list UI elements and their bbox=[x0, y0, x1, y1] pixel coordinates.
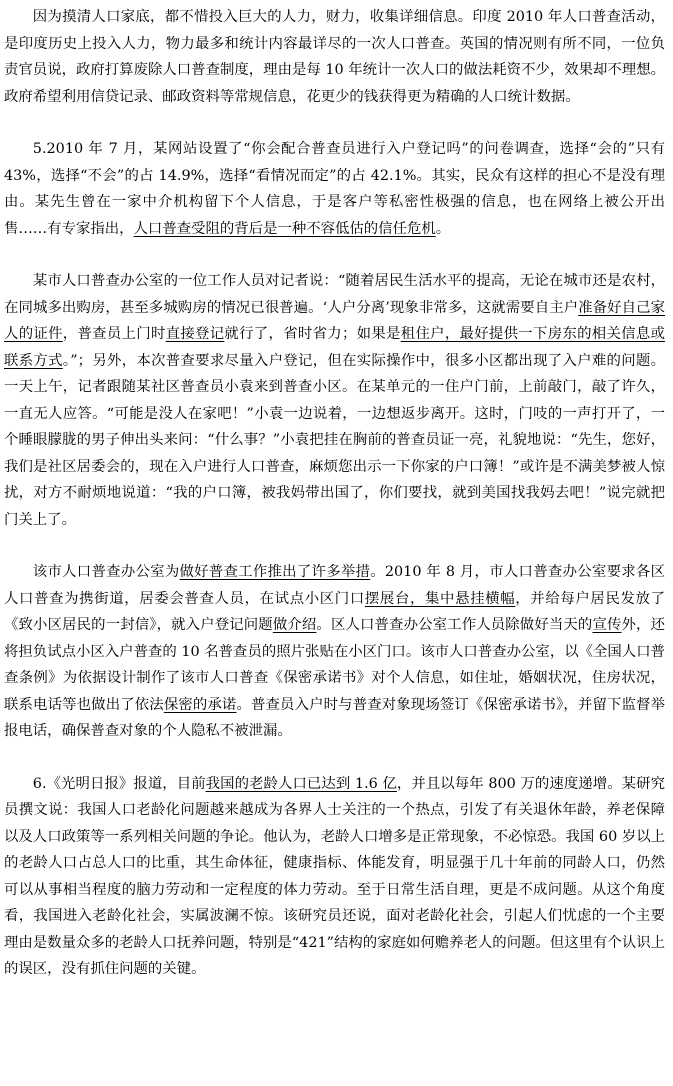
text-run: ，普查员上门时 bbox=[62, 326, 166, 342]
underlined-text: 准备好自己家人的证件 bbox=[4, 299, 665, 342]
underlined-text: 摆展台，集中悬挂横幅 bbox=[364, 590, 516, 607]
underlined-text: 做介绍 bbox=[272, 617, 317, 633]
text-run: 某市人口普查办公室的一位工作人员对记者说：“随着居民生活水平的提高，无论在城市还是农村，在同城多出购房，甚至多城购房的情况已很普遍。‘人户分离’现象非常多，这就需要自主户 bbox=[4, 273, 665, 316]
text-run: 。普查员入户时与普查对象现场签订《保密承诺书》，并留下监督举报电话，确保普查对象的个人隐私不被泄漏。 bbox=[4, 696, 665, 739]
underlined-text: 租住户，最好提供一下房东的相关信息或联系方式 bbox=[4, 326, 665, 369]
text-run: 。2010 年 8 月，市人口普查办公室要求各区人口普查为携街道，居委会普查人员，在试点小区门口 bbox=[4, 564, 665, 607]
text-run: 6.《光明日报》报道，目前 bbox=[32, 775, 206, 792]
underlined-text: 直接登记 bbox=[165, 326, 225, 342]
text-run: 。”；另外，本次普查要求尽量入户登记，但在实际操作中，很多小区都出现了入户难的问题。一天上午，记者跟随某社区普查员小袁来到普查小区。在某单元的一住户门前，上前敲门，敲了许久，一直无人应答。“可能是没人在家吧！”小袁一边说着，一边想返步离开。这时，门吱的一声打开了，一个睡眼朦胧的男子伸出头来问：“什么事？”小袁把挂在胸前的普查员证一亮，礼貌地说：“先生，您好，我们是社区居委会的，现在入户进行人口普查，麻烦您出示一下你家的户口簿！”或许是不满美梦被人惊扰，对方不耐烦地说道：“我的户口簿，被我妈带出国了，你们要找，就到美国找我妈去吧！”说完就把门关上了。 bbox=[4, 352, 665, 528]
underlined-text: 保密的承诺 bbox=[163, 696, 237, 713]
paragraph-2 bbox=[4, 136, 665, 242]
text-run: 因为摸清人口家底，都不惜投入巨大的人力，财力，收集详细信息。印度 2010 年人口普查活动，是印度历史上投入人力，物力最多和统计内容最详尽的一次人口普查。英国的情况则有所不同，一位负责官员说，政府打算废除人口普查制度，理由是每 10 年统计一次人口的做法耗资不少，效果却不理想。政府希望利用信贷记录、邮政资料等常规信息，花更少的钱获得更为精确的人口统计数据。 bbox=[4, 9, 665, 105]
paragraph-5 bbox=[4, 771, 665, 983]
text-run: ，并给每户居民发放了《致小区居民的一封信》，就入户登记问题 bbox=[4, 590, 665, 633]
text-run: ，并且以每年 800 万的速度递增。某研究员撰文说：我国人口老龄化问题越来越成为各界人士关注的一个热点，引发了有关退休年龄，养老保障以及人口政策等一系列相关问题的争论。他认为，老龄人口增多是正常现象，不必惊恐。我国 60 岁以上的老龄人口占总人口的比重，其生命体征，健康指标、体能发育，明显强于几十年前的同龄人口，仍然可以从事相当程度的脑力劳动和一定程度的体力劳动。至于日常生活自理，更是不成问题。从这个角度看，我国进入老龄化社会，实属波澜不惊。该研究员还说，面对老龄化社会，引起人们忧虑的一个主要理由是数量众多的老龄人口抚养问题，特别是“421”结构的家庭如何赡养老人的问题。但这里有个认识上的误区，没有抓住问题的关键。 bbox=[4, 775, 665, 977]
underlined-text: 做好普查工作推出了许多举措 bbox=[179, 564, 371, 580]
text-run: 该市人口普查办公室为 bbox=[32, 564, 180, 580]
underlined-text: 人口普查受阻的背后是一种不容低估的信任危机 bbox=[133, 220, 436, 237]
text-run: 5.2010 年 7 月，某网站设置了“你会配合普查员进行入户登记吗”的问卷调查，选择“会的”只有 43%，选择“不会”的占 14.9%，选择“看情况而定”的占 42.1%。其实，民众有这样的担心不是没有理由。某先生曾在一家中介机构留下个人信息，于是客户等私密性极强的信息，也在网络上被公开出售……有专家指出， bbox=[4, 141, 665, 237]
paragraph-gap bbox=[4, 533, 665, 559]
paragraph-3 bbox=[4, 268, 665, 533]
paragraph-1 bbox=[4, 4, 665, 110]
text-run: 。 bbox=[435, 220, 451, 237]
underlined-text: 我国的老龄人口已达到 1.6 亿 bbox=[205, 775, 397, 792]
underlined-text: 宣传 bbox=[592, 617, 622, 633]
paragraph-gap bbox=[4, 745, 665, 771]
paragraph-gap bbox=[4, 242, 665, 268]
text-run: 。区人口普查办公室工作人员除做好当天的 bbox=[316, 617, 593, 633]
text-run: 外，还将担负试点小区入户普查的 10 名普查员的照片张贴在小区门口。该市人口普查办公室，以《全国人口普查条例》为依据设计制作了该市人口普查《保密承诺书》对个人信息，如住址，婚姻状况，住房状况，联系电话等也做出了依法 bbox=[4, 617, 665, 713]
paragraph-4 bbox=[4, 559, 665, 745]
paragraph-gap bbox=[4, 110, 665, 136]
text-run: 就行了，省时省力；如果是 bbox=[224, 326, 401, 342]
